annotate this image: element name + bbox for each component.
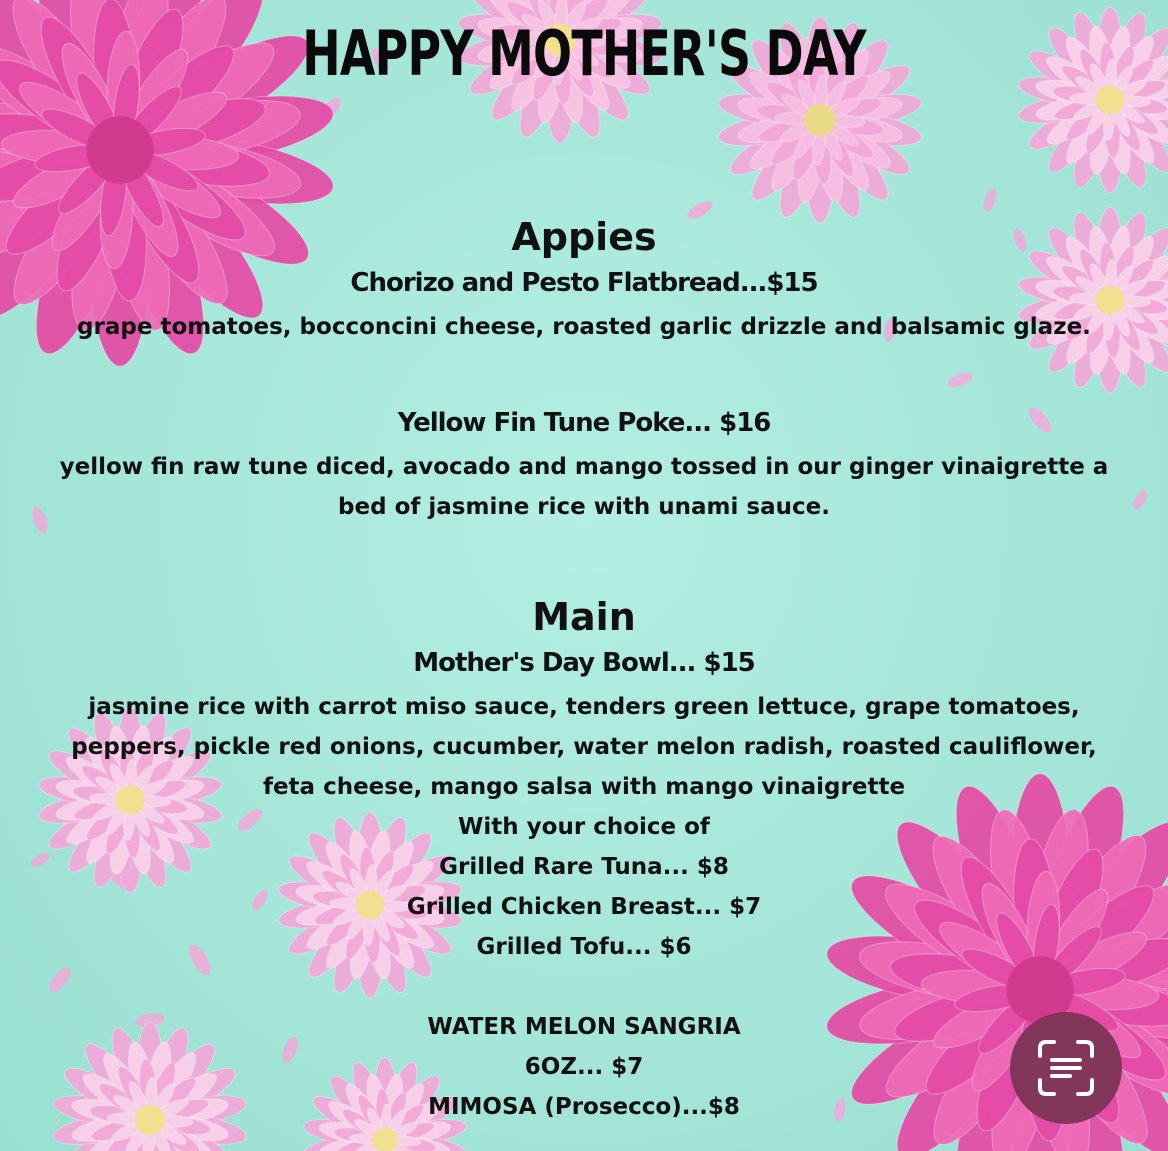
section-heading-main: Main (532, 595, 636, 639)
item-name-bowl: Mother's Day Bowl... $15 (413, 648, 755, 678)
flower (1017, 7, 1168, 192)
item-description-flatbread: grape tomatoes, bocconcini cheese, roasted garlic drizzle and balsamic glaze. (77, 314, 1091, 340)
choice-option-tofu: Grilled Tofu... $6 (476, 934, 692, 960)
item-description-poke-line1: yellow fin raw tune diced, avocado and mango tossed in our ginger vinaigrette a (59, 454, 1109, 480)
item-name-flatbread: Chorizo and Pesto Flatbread...$15 (350, 268, 818, 298)
item-description-bowl-line2: peppers, pickle red onions, cucumber, water melon radish, roasted cauliflower, (71, 734, 1097, 760)
item-description-poke-line2: bed of jasmine rice with unami sauce. (338, 494, 830, 520)
drink-sangria: WATER MELON SANGRIA (427, 1014, 741, 1040)
drink-sangria-price: 6OZ... $7 (524, 1054, 644, 1080)
text-scan-button[interactable] (1010, 1012, 1122, 1124)
drink-mimosa: MIMOSA (Prosecco)...$8 (428, 1094, 740, 1120)
choice-option-chicken: Grilled Chicken Breast... $7 (406, 894, 762, 920)
choice-intro: With your choice of (458, 814, 710, 840)
page-title: HAPPY MOTHER'S DAY (302, 17, 866, 90)
choice-option-tuna: Grilled Rare Tuna... $8 (439, 854, 729, 880)
item-description-bowl-line1: jasmine rice with carrot miso sauce, tenders green lettuce, grape tomatoes, (88, 694, 1080, 720)
section-heading-appies: Appies (511, 215, 657, 259)
text-scan-icon (1036, 1038, 1096, 1098)
item-description-bowl-line3: feta cheese, mango salsa with mango vinaigrette (262, 774, 906, 800)
item-name-poke: Yellow Fin Tune Poke... $16 (397, 408, 771, 438)
